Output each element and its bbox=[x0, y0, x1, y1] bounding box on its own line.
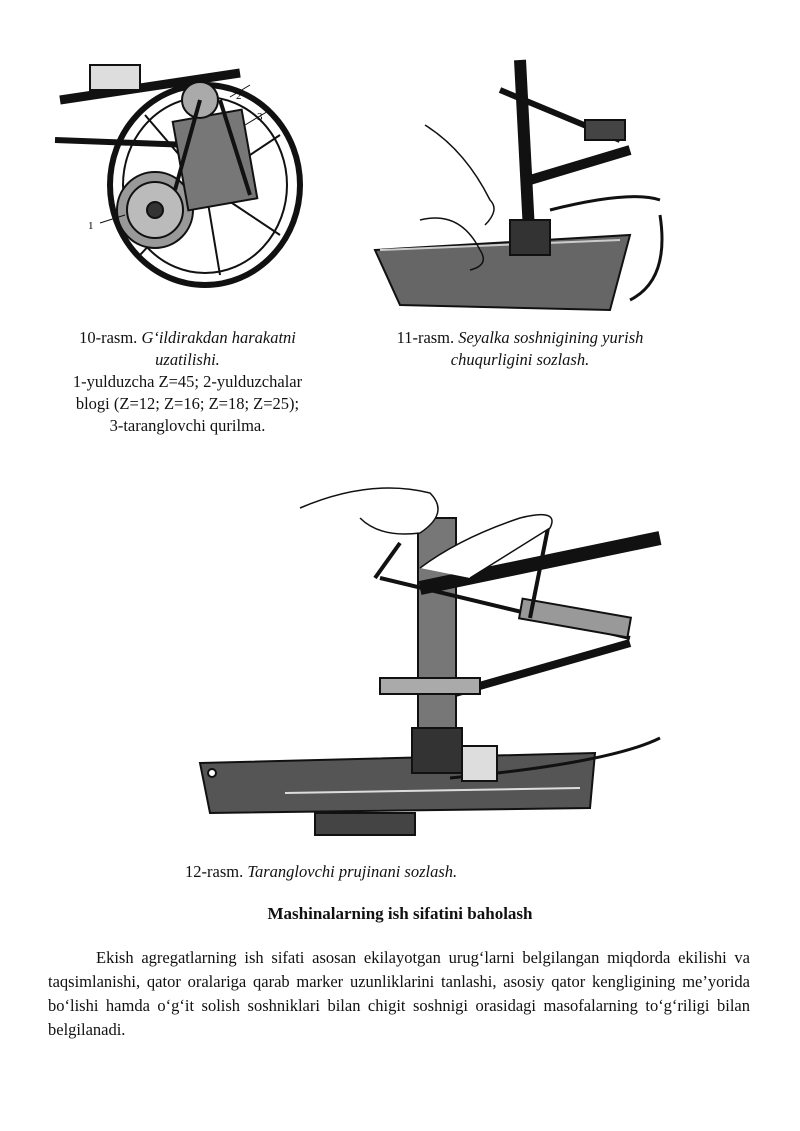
figure-12-caption bbox=[185, 861, 505, 883]
callout-2: 2 bbox=[236, 90, 242, 102]
figure-12-illustration bbox=[190, 478, 665, 843]
figure-10-illustration bbox=[50, 55, 320, 290]
body-paragraph: Ekish agregatlarning ish sifati asosan ekilayotgan urug‘larni belgilangan miqdorda ekilishi va taqsimlanishi, qator oralariga qarab marker uzunliklarini tanlashi, asosiy qator kengligining me’yorida bo‘lishi hamda o‘g‘it solish soshniklari bilan chigit soshnigi orasidagi masofalarning to‘g‘riligi bilan belgilanadi. bbox=[48, 948, 750, 1039]
figure-11-title: Seyalka soshnigining yurish chuqurligini sozlash. bbox=[450, 328, 644, 369]
figure-10-legend-line-2: blogi (Z=12; Z=16; Z=18; Z=25); bbox=[75, 394, 300, 413]
callout-1: 1 bbox=[88, 220, 94, 232]
figure-11-label: 11-rasm. bbox=[396, 328, 455, 347]
figure-10-label: 10-rasm. bbox=[79, 328, 138, 347]
figure-10-legend-line-3: 3-taranglovchi qurilma. bbox=[109, 416, 266, 435]
callout-3: 3 bbox=[257, 111, 263, 123]
figure-10-legend-line-1: 1-yulduzcha Z=45; 2-yulduzchalar bbox=[72, 372, 303, 391]
figure-11-caption bbox=[370, 327, 670, 371]
figure-12-title: Taranglovchi prujinani sozlash. bbox=[247, 862, 458, 881]
figure-11-illustration bbox=[370, 50, 670, 315]
figure-10-title: G‘ildirakdan harakatni uzatilishi. bbox=[141, 328, 296, 369]
section-heading: Mashinalarning ish sifatini baholash bbox=[267, 904, 533, 923]
figure-10-caption bbox=[45, 327, 330, 437]
figure-12-label: 12-rasm. bbox=[185, 862, 244, 881]
